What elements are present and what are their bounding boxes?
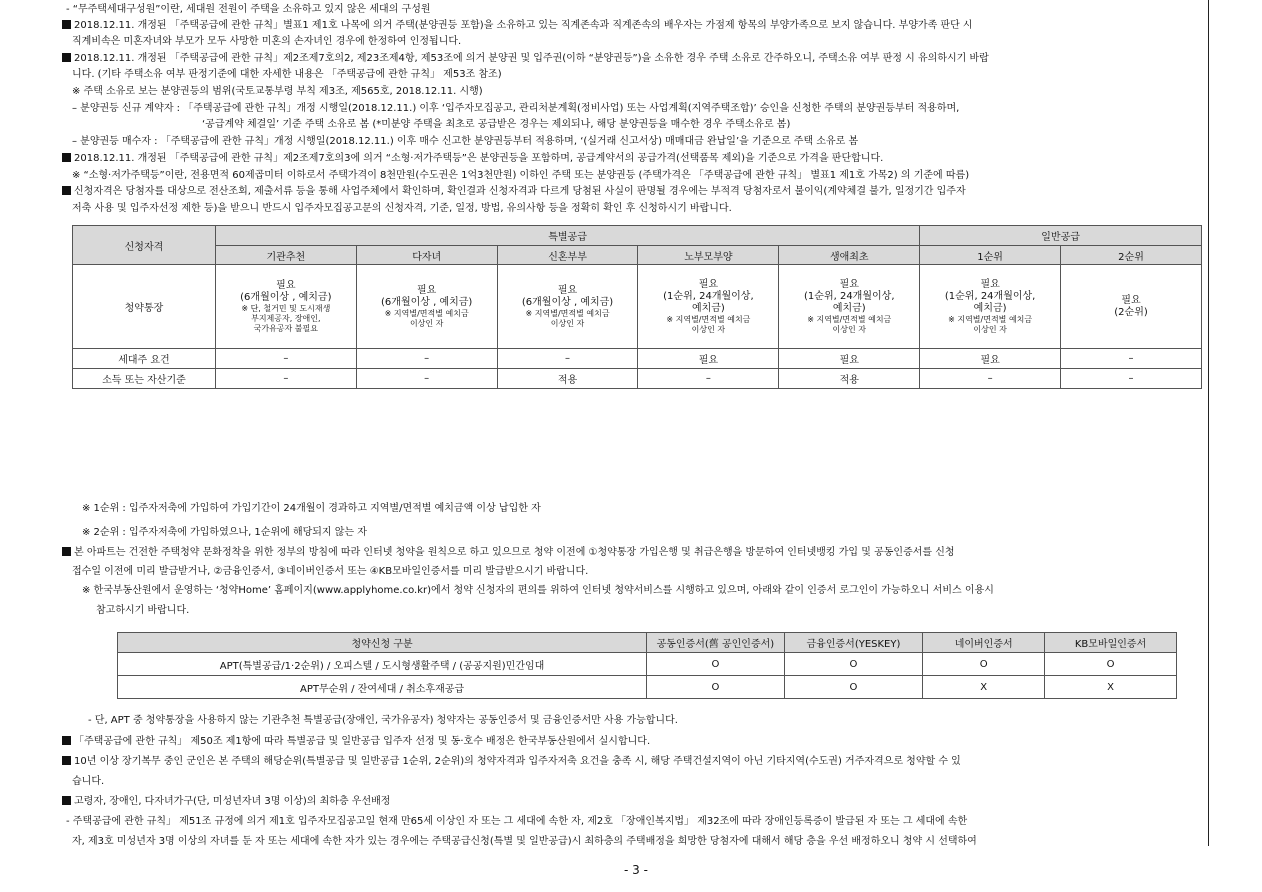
general-supply-header: 일반공급: [920, 226, 1202, 246]
table-cell: X: [923, 676, 1045, 699]
table-cell: 필요: [638, 349, 779, 369]
special-supply-header: 특별공급: [215, 226, 919, 246]
table-cell: 적용: [497, 369, 638, 389]
page-number: - 3 -: [624, 863, 648, 877]
square-bullet-icon: [62, 547, 71, 556]
text-line: 접수일 이전에 미리 발급받거나, ②금융인증서, ③네이버인증서 또는 ④KB모바일인증서를 미리 발급받으시기 바랍니다.: [72, 566, 589, 577]
col-header: KB모바일인증서: [1045, 633, 1177, 653]
table-cell: O: [647, 653, 785, 676]
text-line: 참고하시기 바랍니다.: [96, 605, 190, 616]
table-cell: –: [215, 369, 356, 389]
square-bullet-icon: [62, 186, 71, 195]
text-line: 2018.12.11. 개정된 「주택공급에 관한 규칙」별표1 제1호 나목에 의거 주택(분양권등 포함)을 소유하고 있는 직계존속과 직계존속의 배우자는 가점제 항목의 부양가족으로 보지 않습니다. 부양가족 판단 시: [62, 20, 973, 32]
document-page: [62, 0, 1210, 892]
note-line: ※ 1순위 : 입주자저축에 가입하여 가입기간이 24개월이 경과하고 지역별/면적별 예치금액 이상 납입한 자: [82, 503, 541, 514]
table-cell: X: [1045, 676, 1177, 699]
note-line: ※ 2순위 : 입주자저축에 가입하였으나, 1순위에 해당되지 않는 자: [82, 527, 367, 538]
account-cell: 필요 (2순위): [1061, 265, 1202, 349]
square-bullet-icon: [62, 736, 71, 745]
text-line: 10년 이상 장기복무 중인 군인은 본 주택의 해당순위(특별공급 및 일반공급 1순위, 2순위)의 청약자격과 입주자저축 요건을 충족 시, 해당 주택건설지역이 아닌 기타지역(수도권) 거주자격으로 청약할 수 있: [62, 756, 961, 768]
table-cell: –: [215, 349, 356, 369]
text-line: 신청자격은 당첨자를 대상으로 전산조회, 제출서류 등을 통해 사업주체에서 확인하며, 확인결과 신청자격과 다르게 당첨된 사실이 판명될 경우에는 부적격 당첨자로서 불이익(계약체결 불가, 일정기간 입주자: [62, 186, 966, 198]
text-line: ‘공급계약 체결일’ 기준 주택 소유로 봄 (*미분양 주택을 최초로 공급받은 경우는 제외되나, 해당 분양권등을 매수한 경우 주택소유로 봄): [202, 119, 791, 130]
certificate-table: [117, 632, 1177, 699]
table-cell: –: [356, 369, 497, 389]
table-cell: –: [920, 369, 1061, 389]
table-cell: –: [1061, 349, 1202, 369]
col-header: 청약신청 구분: [118, 633, 647, 653]
account-cell: 필요 (6개월이상 , 예치금) ※ 단, 철거민 및 도시재생 부지제공자, 장애인, 국가유공자 불필요: [215, 265, 356, 349]
col-header: 1순위: [920, 246, 1061, 265]
text-line: ※ “소형·저가주택등”이란, 전용면적 60제곱미터 이하로서 주택가격이 8천만원(수도권은 1억3천만원) 이하인 주택 또는 분양권등 (주택가격은 「주택공급에 관한 규칙」 별표1 제1호 가목2) 의 기준에 따름): [72, 170, 970, 181]
col-header: 다자녀: [356, 246, 497, 265]
square-bullet-icon: [62, 20, 71, 29]
row-label: 소득 또는 자산기준: [73, 369, 216, 389]
text-line: – 분양권등 매수자 : 「주택공급에 관한 규칙」개정 시행일(2018.12.11.) 이후 매수 신고한 분양권등부터 적용하며, ‘(실거래 신고서상) 매매대금 완납일’을 기준으로 주택 소유로 봄: [72, 136, 859, 147]
account-cell: 필요 (6개월이상 , 예치금) ※ 지역별/면적별 예치금 이상인 자: [356, 265, 497, 349]
row-label: 세대주 요건: [73, 349, 216, 369]
col-header: 공동인증서(舊 공인인증서): [647, 633, 785, 653]
text-line: 고령자, 장애인, 다자녀가구(단, 미성년자녀 3명 이상)의 최하층 우선배정: [62, 796, 390, 808]
table-cell: –: [1061, 369, 1202, 389]
text-line: 2018.12.11. 개정된 「주택공급에 관한 규칙」제2조제7호의2, 제23조제4항, 제53조에 의거 분양권 및 입주권(이하 “분양권등”)을 소유한 경우 주택 소유로 간주하오니, 주택소유 여부 판정 시 유의하시기 바랍: [62, 53, 989, 65]
text-line: - 단, APT 중 청약통장을 사용하지 않는 기관추천 특별공급(장애인, 국가유공자) 청약자는 공동인증서 및 금융인증서만 사용 가능합니다.: [88, 715, 678, 726]
square-bullet-icon: [62, 153, 71, 162]
text-line: 직계비속은 미혼자녀와 부모가 모두 사망한 미혼의 손자녀인 경우에 한정하여 인정됩니다.: [72, 36, 462, 47]
col-header: 네이버인증서: [923, 633, 1045, 653]
table-cell: O: [784, 676, 923, 699]
square-bullet-icon: [62, 756, 71, 765]
text-line: 본 아파트는 건전한 주택청약 문화정착을 위한 정부의 방침에 따라 인터넷 청약을 원칙으로 하고 있으므로 청약 이전에 ①청약통장 가입은행 및 취급은행을 방문하여 인터넷뱅킹 가입 및 공동인증서를 신청: [62, 547, 955, 559]
col-header: 금융인증서(YESKEY): [784, 633, 923, 653]
text-line: - 주택공급에 관한 규칙」 제51조 규정에 의거 제1호 입주자모집공고일 현재 만65세 이상인 자 또는 그 세대에 속한 자, 제2호 「장애인복지법」 제32조에 따라 장애인등록증이 발급된 자 또는 그 세대에 속한: [66, 816, 968, 827]
table-cell: 필요: [779, 349, 920, 369]
square-bullet-icon: [62, 796, 71, 805]
qualification-table: [72, 225, 1202, 389]
table-cell: O: [647, 676, 785, 699]
table-cell: –: [638, 369, 779, 389]
col-header: 생애최초: [779, 246, 920, 265]
col-header: 2순위: [1061, 246, 1202, 265]
table-cell: APT무순위 / 잔여세대 / 취소후재공급: [118, 676, 647, 699]
col-header: 기관추천: [215, 246, 356, 265]
text-line: 니다. (기타 주택소유 여부 판정기준에 대한 자세한 내용은 「주택공급에 관한 규칙」 제53조 참조): [72, 69, 502, 80]
square-bullet-icon: [62, 53, 71, 62]
account-cell: 필요 (6개월이상 , 예치금) ※ 지역별/면적별 예치금 이상인 자: [497, 265, 638, 349]
table-cell: –: [356, 349, 497, 369]
text-line: ※ 주택 소유로 보는 분양권등의 범위(국토교통부령 부칙 제3조, 제565호, 2018.12.11. 시행): [72, 86, 483, 97]
table-cell: O: [1045, 653, 1177, 676]
table-cell: APT(특별공급/1·2순위) / 오피스텔 / 도시형생활주택 / (공공지원)민간임대: [118, 653, 647, 676]
col-header: 신혼부부: [497, 246, 638, 265]
text-line: 2018.12.11. 개정된 「주택공급에 관한 규칙」제2조제7호의3에 의거 “소형·저가주택등”은 분양권등을 포함하며, 공급계약서의 공급가격(선택품목 제외)을 기준으로 가격을 판단합니다.: [62, 153, 883, 165]
table-cell: O: [784, 653, 923, 676]
text-line: ※ 한국부동산원에서 운영하는 ‘청약Home’ 홈페이지(www.applyhome.co.kr)에서 청약 신청자의 편의를 위하여 인터넷 청약서비스를 시행하고 있으며, 아래와 같이 인증서 로그인이 가능하오니 서비스 이용시: [82, 585, 994, 596]
row-label: 청약통장: [73, 265, 216, 349]
qual-header: 신청자격: [73, 226, 216, 265]
text-line: - “무주택세대구성원”이란, 세대원 전원이 주택을 소유하고 있지 않은 세대의 구성원: [66, 4, 431, 15]
table-cell: 적용: [779, 369, 920, 389]
account-cell: 필요 (1순위, 24개월이상, 예치금) ※ 지역별/면적별 예치금 이상인 자: [638, 265, 779, 349]
text-line: – 분양권등 신규 계약자 : 「주택공급에 관한 규칙」개정 시행일(2018.12.11.) 이후 ‘입주자모집공고, 관리처분계획(정비사업) 또는 사업계획(지역주택조합)’ 승인을 신청한 주택의 분양권등부터 적용하며,: [72, 103, 960, 114]
table-cell: –: [497, 349, 638, 369]
account-cell: 필요 (1순위, 24개월이상, 예치금) ※ 지역별/면적별 예치금 이상인 자: [779, 265, 920, 349]
text-line: 자, 제3호 미성년자 3명 이상의 자녀를 둔 자 또는 세대에 속한 자가 있는 경우에는 주택공급신청(특별 및 일반공급)시 최하층의 주택배정을 희망한 당첨자에 대해서 해당 층을 우선 배정하오니 청약 시 선택하여: [72, 836, 977, 847]
text-line: 「주택공급에 관한 규칙」 제50조 제1항에 따라 특별공급 및 일반공급 입주자 선정 및 동·호수 배정은 한국부동산원에서 실시합니다.: [62, 736, 650, 748]
account-cell: 필요 (1순위, 24개월이상, 예치금) ※ 지역별/면적별 예치금 이상인 자: [920, 265, 1061, 349]
table-cell: O: [923, 653, 1045, 676]
text-line: 습니다.: [72, 776, 105, 787]
col-header: 노부모부양: [638, 246, 779, 265]
table-cell: 필요: [920, 349, 1061, 369]
text-line: 저축 사용 및 입주자선정 제한 등)을 받으니 반드시 입주자모집공고문의 신청자격, 기준, 일정, 방법, 유의사항 등을 정확히 확인 후 신청하시기 바랍니다.: [72, 203, 732, 214]
